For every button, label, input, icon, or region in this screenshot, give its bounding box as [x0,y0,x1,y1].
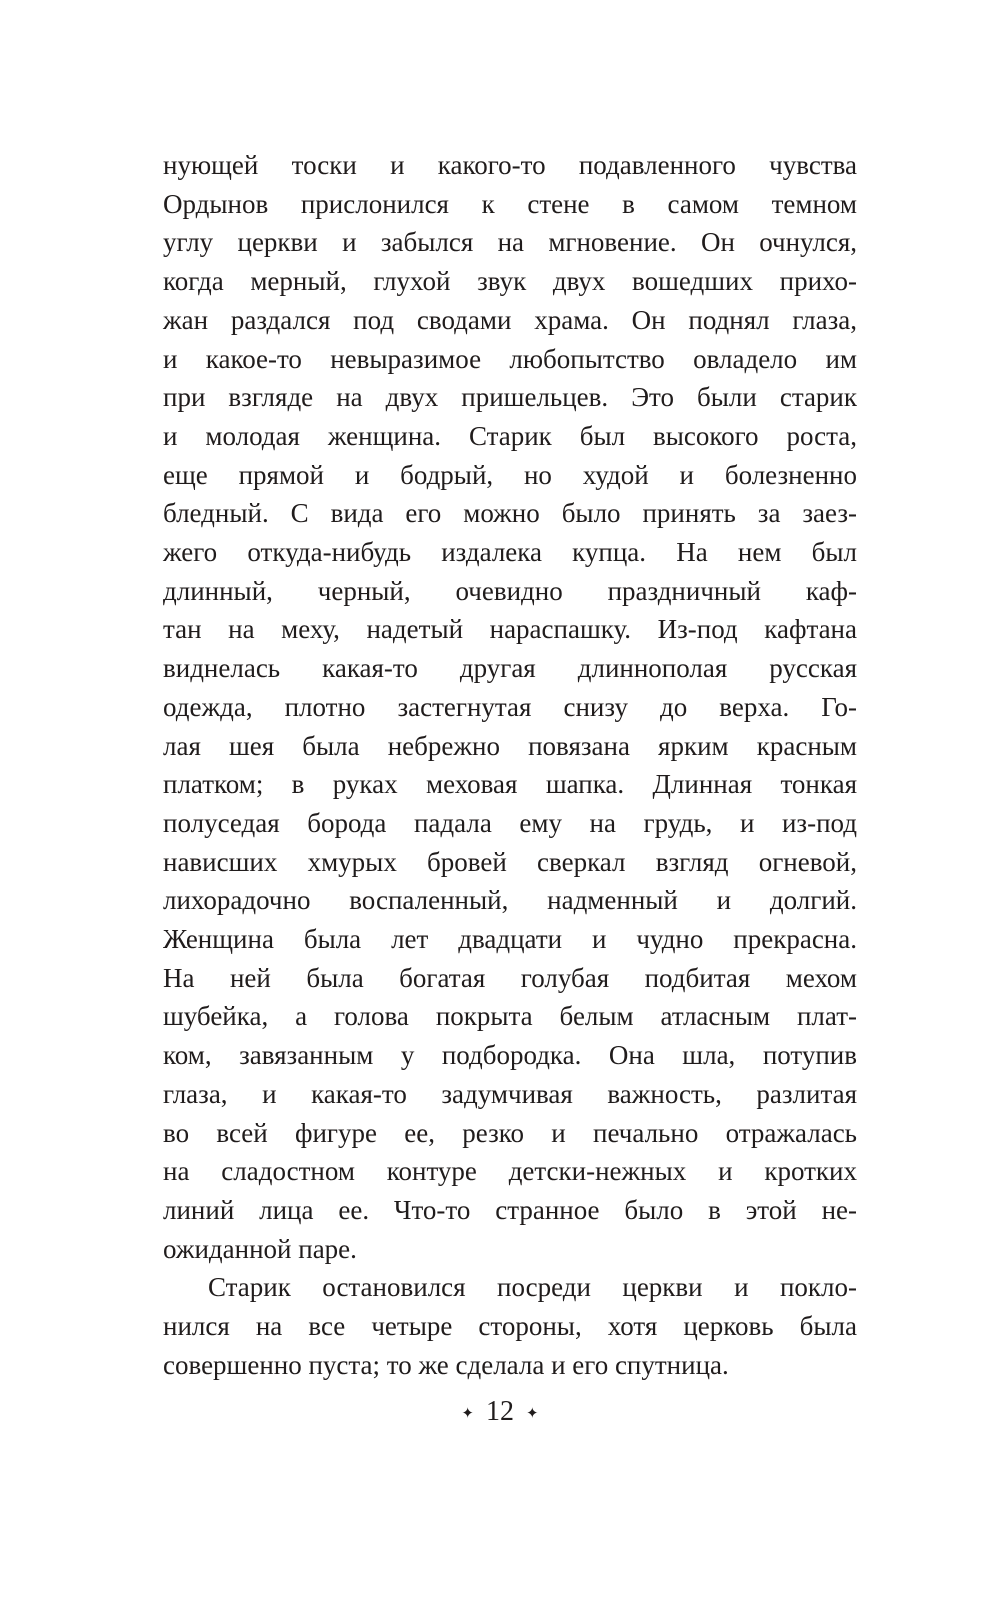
diamond-ornament-left-icon: ✦ [461,1403,474,1422]
page-number: 12 [486,1396,514,1427]
paragraph [163,146,857,1268]
text-line: жего откуда-нибудь издалека купца. На нем был [163,537,857,568]
text-line: когда мерный, глухой звук двух вошедших прихо- [163,266,857,297]
text-line: Женщина была лет двадцати и чудно прекрасна. [163,924,857,955]
text-line: лая шея была небрежно повязана ярким красным [163,730,857,761]
text-line: совершенно пуста; то же сделала и его спутница. [163,1349,729,1380]
text-line: при взгляде на двух пришельцев. Это были старик [163,382,857,413]
paragraph [163,1268,857,1384]
text-line: еще прямой и бодрый, но худой и болезненно [163,459,857,490]
text-line: Ордынов прислонился к стене в самом темном [163,188,857,219]
text-line: шубейка, а голова покрыта белым атласным плат- [163,1001,857,1032]
text-line: На ней была богатая голубая подбитая мехом [163,962,857,993]
text-line: ком, завязанным у подбородка. Она шла, потупив [163,1040,857,1071]
text-line: и молодая женщина. Старик был высокого роста, [163,420,857,451]
text-line: во всей фигуре ее, резко и печально отражалась [163,1117,857,1148]
text-block [163,146,857,1385]
text-line: тан на меху, надетый нараспашку. Из-под кафтана [163,614,857,645]
text-line: линий лица ее. Что-то странное было в этой не- [163,1194,857,1225]
diamond-ornament-right-icon: ✦ [526,1403,539,1422]
text-line: виднелась какая-то другая длиннополая русская [163,653,857,684]
text-line: и какое-то невыразимое любопытство овладело им [163,343,857,374]
text-line: глаза, и какая-то задумчивая важность, разлитая [163,1078,857,1109]
text-line: жан раздался под сводами храма. Он поднял глаза, [163,304,857,335]
text-line: платком; в руках меховая шапка. Длинная тонкая [163,769,857,800]
text-line: нился на все четыре стороны, хотя церковь была [163,1311,857,1342]
text-line: на сладостном контуре детски-нежных и кротких [163,1156,857,1187]
text-line: бледный. С вида его можно было принять за заез- [163,498,857,529]
text-line: нависших хмурых бровей сверкал взгляд огневой, [163,846,857,877]
text-line: длинный, черный, очевидно праздничный каф- [163,575,857,606]
page-footer [0,1396,1000,1428]
text-line: одежда, плотно застегнутая снизу до верха. Го- [163,691,857,722]
text-line: полуседая борода падала ему на грудь, и из-под [163,807,857,838]
text-line: ожиданной паре. [163,1233,357,1264]
text-line: Старик остановился посреди церкви и покло- [208,1272,857,1303]
text-line: лихорадочно воспаленный, надменный и долгий. [163,885,857,916]
text-line: нующей тоски и какого-то подавленного чувства [163,150,857,180]
text-line: углу церкви и забылся на мгновение. Он очнулся, [163,227,857,258]
